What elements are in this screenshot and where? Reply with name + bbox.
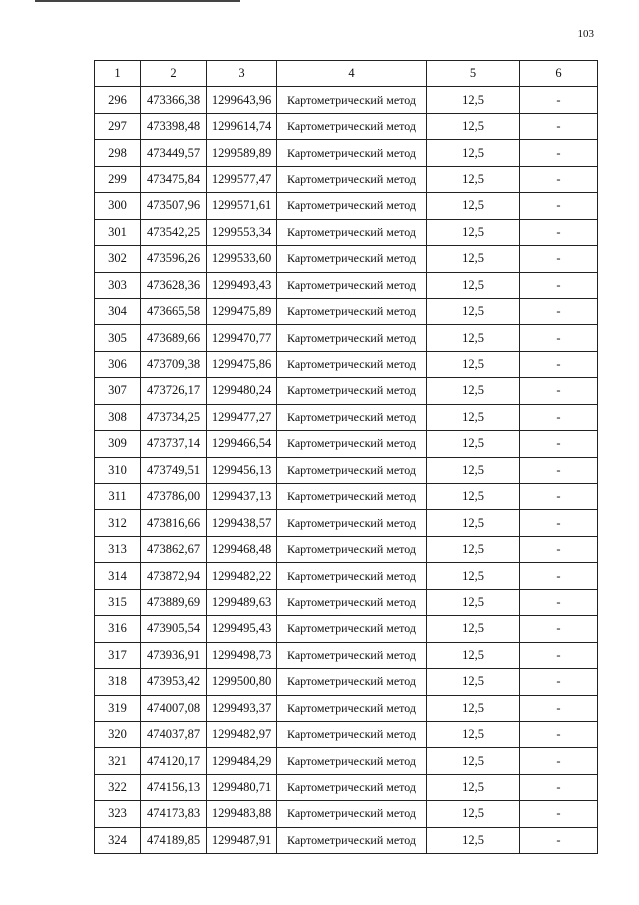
cell-x: 473475,84: [141, 166, 207, 192]
cell-description: -: [520, 113, 598, 139]
cell-point-number: 296: [95, 87, 141, 113]
cell-method: Картометрический метод: [277, 87, 427, 113]
cell-point-number: 299: [95, 166, 141, 192]
cell-x: 473449,57: [141, 140, 207, 166]
cell-x: 473953,42: [141, 669, 207, 695]
cell-accuracy: 12,5: [427, 589, 520, 615]
table-row: [95, 272, 598, 298]
table-row: [95, 669, 598, 695]
cell-description: -: [520, 298, 598, 324]
cell-point-number: 321: [95, 748, 141, 774]
coordinates-table: [94, 60, 598, 854]
header-cell-accuracy: 5: [427, 61, 520, 87]
page-number: 103: [577, 28, 594, 40]
cell-point-number: 306: [95, 351, 141, 377]
cell-accuracy: 12,5: [427, 140, 520, 166]
cell-method: Картометрический метод: [277, 827, 427, 853]
cell-y: 1299553,34: [207, 219, 277, 245]
cell-description: -: [520, 351, 598, 377]
cell-point-number: 315: [95, 589, 141, 615]
table-row: [95, 801, 598, 827]
cell-description: -: [520, 589, 598, 615]
cell-y: 1299480,71: [207, 774, 277, 800]
cell-method: Картометрический метод: [277, 774, 427, 800]
cell-accuracy: 12,5: [427, 246, 520, 272]
cell-x: 473734,25: [141, 404, 207, 430]
cell-accuracy: 12,5: [427, 431, 520, 457]
cell-description: -: [520, 193, 598, 219]
cell-x: 474037,87: [141, 721, 207, 747]
table-row: [95, 219, 598, 245]
cell-point-number: 310: [95, 457, 141, 483]
cell-method: Картометрический метод: [277, 193, 427, 219]
cell-description: -: [520, 669, 598, 695]
cell-y: 1299438,57: [207, 510, 277, 536]
cell-description: -: [520, 404, 598, 430]
cell-x: 473749,51: [141, 457, 207, 483]
cell-method: Картометрический метод: [277, 404, 427, 430]
cell-description: -: [520, 536, 598, 562]
cell-method: Картометрический метод: [277, 616, 427, 642]
cell-y: 1299468,48: [207, 536, 277, 562]
cell-method: Картометрический метод: [277, 140, 427, 166]
cell-y: 1299571,61: [207, 193, 277, 219]
table-row: [95, 325, 598, 351]
cell-point-number: 301: [95, 219, 141, 245]
cell-point-number: 302: [95, 246, 141, 272]
cell-method: Картометрический метод: [277, 669, 427, 695]
header-cell-x: 2: [141, 61, 207, 87]
header-row: [95, 61, 598, 87]
cell-accuracy: 12,5: [427, 351, 520, 377]
cell-y: 1299480,24: [207, 378, 277, 404]
table-row: [95, 563, 598, 589]
table-row: [95, 616, 598, 642]
cell-x: 474173,83: [141, 801, 207, 827]
table-row: [95, 589, 598, 615]
cell-x: 473726,17: [141, 378, 207, 404]
table-row: [95, 378, 598, 404]
cell-accuracy: 12,5: [427, 510, 520, 536]
cell-accuracy: 12,5: [427, 298, 520, 324]
cell-description: -: [520, 378, 598, 404]
table-row: [95, 457, 598, 483]
cell-point-number: 308: [95, 404, 141, 430]
cell-method: Картометрический метод: [277, 748, 427, 774]
cell-description: -: [520, 774, 598, 800]
cell-y: 1299500,80: [207, 669, 277, 695]
cell-accuracy: 12,5: [427, 774, 520, 800]
table-row: [95, 351, 598, 377]
cell-method: Картометрический метод: [277, 378, 427, 404]
cell-accuracy: 12,5: [427, 457, 520, 483]
cell-method: Картометрический метод: [277, 801, 427, 827]
cell-y: 1299437,13: [207, 484, 277, 510]
table-row: [95, 113, 598, 139]
table-row: [95, 536, 598, 562]
table-row: [95, 431, 598, 457]
cell-point-number: 298: [95, 140, 141, 166]
cell-point-number: 318: [95, 669, 141, 695]
cell-description: -: [520, 484, 598, 510]
cell-accuracy: 12,5: [427, 721, 520, 747]
cell-method: Картометрический метод: [277, 325, 427, 351]
cell-x: 473872,94: [141, 563, 207, 589]
cell-x: 474156,13: [141, 774, 207, 800]
header-cell-y: 3: [207, 61, 277, 87]
cell-method: Картометрический метод: [277, 695, 427, 721]
cell-description: -: [520, 457, 598, 483]
cell-y: 1299614,74: [207, 113, 277, 139]
cell-accuracy: 12,5: [427, 695, 520, 721]
cell-y: 1299589,89: [207, 140, 277, 166]
cell-accuracy: 12,5: [427, 563, 520, 589]
cell-y: 1299477,27: [207, 404, 277, 430]
cell-accuracy: 12,5: [427, 113, 520, 139]
table-row: [95, 642, 598, 668]
cell-y: 1299470,77: [207, 325, 277, 351]
cell-y: 1299475,86: [207, 351, 277, 377]
header-cell-description: 6: [520, 61, 598, 87]
cell-y: 1299475,89: [207, 298, 277, 324]
cell-x: 473786,00: [141, 484, 207, 510]
cell-y: 1299493,37: [207, 695, 277, 721]
cell-method: Картометрический метод: [277, 510, 427, 536]
cell-x: 473862,67: [141, 536, 207, 562]
cell-method: Картометрический метод: [277, 272, 427, 298]
cell-x: 473737,14: [141, 431, 207, 457]
table-row: [95, 510, 598, 536]
cell-description: -: [520, 510, 598, 536]
cell-y: 1299484,29: [207, 748, 277, 774]
cell-method: Картометрический метод: [277, 351, 427, 377]
table-row: [95, 193, 598, 219]
cell-description: -: [520, 246, 598, 272]
cell-point-number: 311: [95, 484, 141, 510]
cell-description: -: [520, 325, 598, 351]
header-cell-method: 4: [277, 61, 427, 87]
table-row: [95, 140, 598, 166]
cell-description: -: [520, 219, 598, 245]
cell-method: Картометрический метод: [277, 113, 427, 139]
cell-description: -: [520, 642, 598, 668]
table-row: [95, 827, 598, 853]
cell-point-number: 312: [95, 510, 141, 536]
table-row: [95, 246, 598, 272]
cell-point-number: 313: [95, 536, 141, 562]
cell-method: Картометрический метод: [277, 484, 427, 510]
cell-x: 474189,85: [141, 827, 207, 853]
cell-method: Картометрический метод: [277, 457, 427, 483]
cell-description: -: [520, 563, 598, 589]
cell-x: 473398,48: [141, 113, 207, 139]
cell-method: Картометрический метод: [277, 298, 427, 324]
cell-y: 1299483,88: [207, 801, 277, 827]
cell-point-number: 324: [95, 827, 141, 853]
cell-x: 473689,66: [141, 325, 207, 351]
cell-accuracy: 12,5: [427, 404, 520, 430]
cell-y: 1299495,43: [207, 616, 277, 642]
cell-point-number: 316: [95, 616, 141, 642]
cell-accuracy: 12,5: [427, 166, 520, 192]
cell-point-number: 300: [95, 193, 141, 219]
cell-accuracy: 12,5: [427, 616, 520, 642]
table-row: [95, 166, 598, 192]
cell-x: 473816,66: [141, 510, 207, 536]
cell-point-number: 317: [95, 642, 141, 668]
cell-accuracy: 12,5: [427, 87, 520, 113]
table-row: [95, 87, 598, 113]
cell-accuracy: 12,5: [427, 484, 520, 510]
cell-method: Картометрический метод: [277, 431, 427, 457]
cell-point-number: 319: [95, 695, 141, 721]
cell-y: 1299498,73: [207, 642, 277, 668]
table-row: [95, 774, 598, 800]
cell-description: -: [520, 695, 598, 721]
cell-y: 1299466,54: [207, 431, 277, 457]
table-row: [95, 484, 598, 510]
cell-point-number: 314: [95, 563, 141, 589]
cell-description: -: [520, 272, 598, 298]
cell-point-number: 303: [95, 272, 141, 298]
header-cell-point-number: 1: [95, 61, 141, 87]
cell-accuracy: 12,5: [427, 801, 520, 827]
cell-y: 1299493,43: [207, 272, 277, 298]
cell-method: Картометрический метод: [277, 721, 427, 747]
cell-method: Картометрический метод: [277, 219, 427, 245]
cell-method: Картометрический метод: [277, 246, 427, 272]
table-row: [95, 695, 598, 721]
cell-x: 473905,54: [141, 616, 207, 642]
cell-method: Картометрический метод: [277, 589, 427, 615]
cell-accuracy: 12,5: [427, 748, 520, 774]
cell-x: 473665,58: [141, 298, 207, 324]
cell-point-number: 297: [95, 113, 141, 139]
cell-point-number: 309: [95, 431, 141, 457]
cell-y: 1299482,22: [207, 563, 277, 589]
table-row: [95, 298, 598, 324]
cell-x: 473889,69: [141, 589, 207, 615]
cell-accuracy: 12,5: [427, 378, 520, 404]
cell-description: -: [520, 616, 598, 642]
cell-y: 1299533,60: [207, 246, 277, 272]
top-rule: [35, 0, 240, 2]
cell-accuracy: 12,5: [427, 536, 520, 562]
cell-x: 474007,08: [141, 695, 207, 721]
cell-x: 473628,36: [141, 272, 207, 298]
cell-y: 1299482,97: [207, 721, 277, 747]
cell-point-number: 323: [95, 801, 141, 827]
cell-description: -: [520, 140, 598, 166]
cell-point-number: 307: [95, 378, 141, 404]
cell-description: -: [520, 166, 598, 192]
cell-accuracy: 12,5: [427, 219, 520, 245]
cell-y: 1299487,91: [207, 827, 277, 853]
cell-y: 1299643,96: [207, 87, 277, 113]
cell-y: 1299456,13: [207, 457, 277, 483]
cell-method: Картометрический метод: [277, 563, 427, 589]
cell-accuracy: 12,5: [427, 642, 520, 668]
cell-x: 474120,17: [141, 748, 207, 774]
cell-x: 473366,38: [141, 87, 207, 113]
cell-accuracy: 12,5: [427, 272, 520, 298]
cell-x: 473507,96: [141, 193, 207, 219]
cell-accuracy: 12,5: [427, 827, 520, 853]
table-row: [95, 721, 598, 747]
cell-description: -: [520, 431, 598, 457]
cell-x: 473936,91: [141, 642, 207, 668]
cell-point-number: 322: [95, 774, 141, 800]
cell-point-number: 320: [95, 721, 141, 747]
cell-description: -: [520, 801, 598, 827]
cell-x: 473542,25: [141, 219, 207, 245]
table-row: [95, 404, 598, 430]
table-row: [95, 748, 598, 774]
cell-method: Картометрический метод: [277, 536, 427, 562]
cell-description: -: [520, 721, 598, 747]
cell-method: Картометрический метод: [277, 642, 427, 668]
cell-y: 1299577,47: [207, 166, 277, 192]
cell-y: 1299489,63: [207, 589, 277, 615]
cell-description: -: [520, 87, 598, 113]
cell-method: Картометрический метод: [277, 166, 427, 192]
cell-accuracy: 12,5: [427, 193, 520, 219]
cell-description: -: [520, 748, 598, 774]
cell-accuracy: 12,5: [427, 325, 520, 351]
table-body: [95, 87, 598, 854]
cell-description: -: [520, 827, 598, 853]
cell-x: 473709,38: [141, 351, 207, 377]
cell-point-number: 305: [95, 325, 141, 351]
cell-x: 473596,26: [141, 246, 207, 272]
cell-point-number: 304: [95, 298, 141, 324]
cell-accuracy: 12,5: [427, 669, 520, 695]
